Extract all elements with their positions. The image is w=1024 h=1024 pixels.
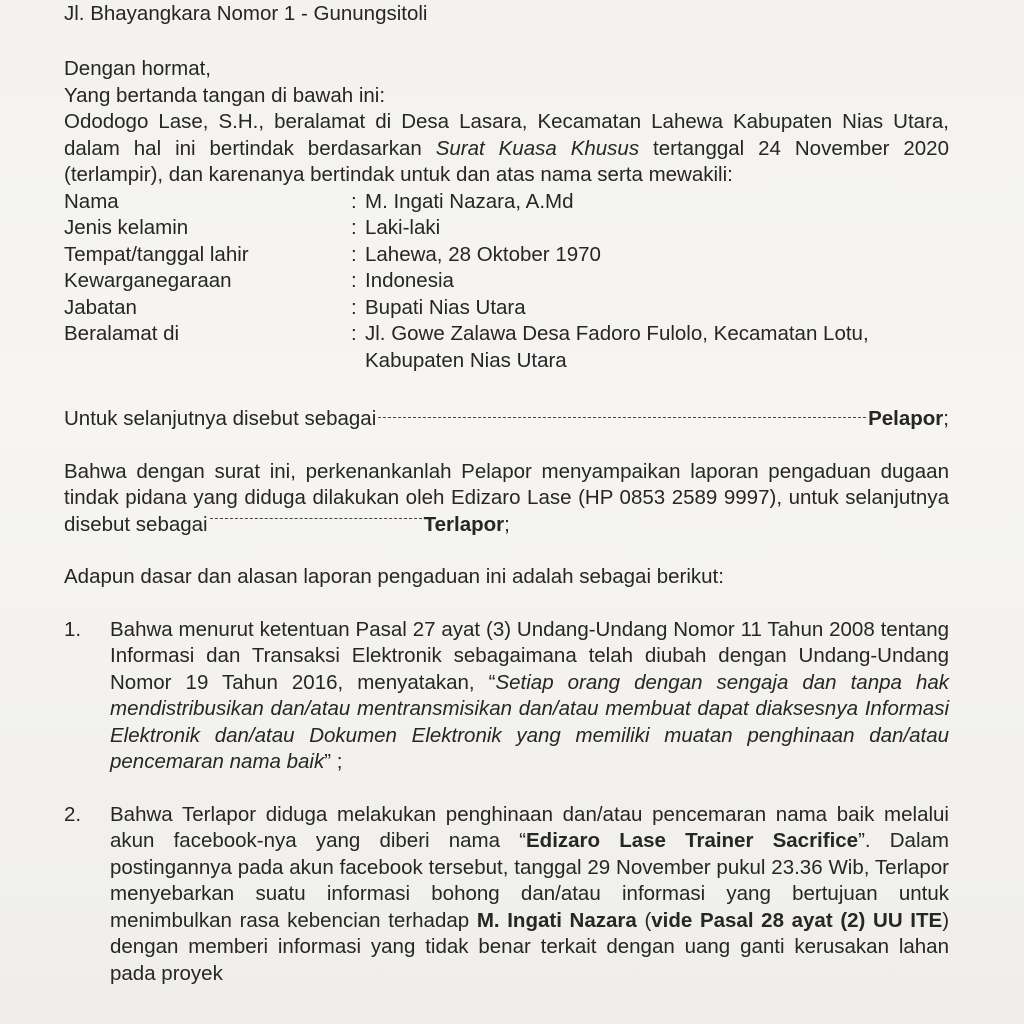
item-text-part: ( [636, 908, 652, 932]
facebook-account-name: Edizaro Lase Trainer Sacrifice [526, 829, 859, 852]
identity-label: Beralamat di [64, 322, 180, 345]
colon: : [351, 216, 357, 239]
item-text [110, 802, 949, 988]
item-text [110, 617, 949, 776]
terlapor-paragraph [64, 459, 949, 539]
item-text-part: Bahwa menurut ketentuan Pasal 27 ayat (3) Undang-Undang Nomor 11 Tahun 2008 tentang Informasi dan Transaksi Elektronik sebagaimana telah diubah dengan Undang-Undang Nomor 19 Tahun 2016, menyatakan, “ [110, 617, 949, 694]
legal-reference: vide Pasal 28 ayat (2) UU ITE [651, 908, 943, 932]
colon: : [351, 269, 357, 292]
colon: : [351, 189, 357, 213]
colon: : [351, 322, 357, 345]
basis-list [64, 617, 949, 988]
identity-label: Tempat/tanggal lahir [64, 242, 249, 266]
identity-value: Bupati Nias Utara [365, 295, 526, 319]
item-text-part: ”. Dalam postingannya pada akun facebook tersebut, tanggal 29 November pukul 23.36 Wib, Terlapor menyebarkan suatu informasi bohong dan/atau informasi yang bertujuan untuk menimbulkan rasa kebencian terhadap [110, 829, 949, 932]
item-text-part: ) dengan memberi informasi yang tidak benar terkait dengan uang ganti kerusakan lahan pada proyek [110, 908, 950, 985]
identity-value: Laki-laki [365, 216, 441, 239]
power-of-attorney-term: Surat Kuasa Khusus [435, 136, 640, 160]
colon: : [351, 242, 357, 266]
identity-table [64, 189, 949, 375]
colon: : [351, 295, 357, 319]
representative-paragraph [64, 109, 949, 189]
identity-label: Jenis kelamin [64, 216, 189, 239]
item-number: 1. [64, 617, 82, 641]
item-text-part: Bahwa Terlapor diduga melakukan penghinaan dan/atau pencemaran nama baik melalui akun facebook-nya yang diberi nama “ [110, 802, 949, 852]
representative-text: Ododogo Lase, S.H., beralamat di Desa Lasara, Kecamatan Lahewa Kabupaten Nias Utara, dalam hal ini bertindak berdasarkan [64, 110, 949, 160]
semicolon: ; [504, 512, 510, 536]
intro-line: Yang bertanda tangan di bawah ini: [64, 83, 386, 107]
law-quote: Setiap orang dengan sengaja dan tanpa hak mendistribusikan dan/atau mentransmisikan dan/atau membuat dapat diaksesnya Informasi Elektronik dan/atau Dokumen Elektronik yang memiliki muatan penghinaan dan/atau pencemaran nama baik [110, 670, 949, 773]
identity-label: Kewarganegaraan [64, 269, 232, 292]
identity-value: M. Ingati Nazara, A.Md [365, 189, 574, 213]
list-item [64, 617, 949, 776]
terlapor-term: Terlapor [423, 512, 505, 536]
greeting: Dengan hormat, [64, 57, 212, 80]
identity-row [64, 242, 949, 269]
identity-label: Nama [64, 189, 119, 213]
identity-row [64, 189, 949, 216]
item-number: 2. [64, 802, 82, 826]
representative-text-cont: tertanggal 24 November 2020 (terlampir), dan karenanya bertindak untuk dan atas nama serta mewakili: [64, 136, 949, 186]
dotted-leader [210, 518, 422, 519]
identity-label: Jabatan [64, 295, 137, 319]
identity-row [64, 295, 949, 322]
identity-value: Lahewa, 28 Oktober 1970 [365, 242, 601, 266]
identity-row [64, 321, 949, 374]
address-line: Jl. Bhayangkara Nomor 1 - Gunungsitoli [64, 2, 428, 25]
dotted-leader [378, 417, 866, 418]
identity-value: Indonesia [365, 269, 454, 292]
identity-row [64, 268, 949, 295]
identity-row [64, 215, 949, 242]
basis-intro: Adapun dasar dan alasan laporan pengaduan ini adalah sebagai berikut: [64, 565, 724, 588]
terlapor-text: Bahwa dengan surat ini, perkenankanlah Pelapor menyampaikan laporan pengaduan dugaan tindak pidana yang diduga dilakukan oleh Edizaro Lase (HP 0853 2589 9997), untuk selanjutnya disebut sebagai [64, 459, 949, 536]
item-text-end: ” ; [324, 750, 343, 773]
letter-body [64, 0, 949, 987]
semicolon: ; [943, 407, 949, 430]
pelapor-line-text: Untuk selanjutnya disebut sebagai [64, 407, 377, 430]
pelapor-line [64, 406, 949, 433]
identity-value: Jl. Gowe Zalawa Desa Fadoro Fulolo, Kecamatan Lotu, Kabupaten Nias Utara [365, 322, 869, 372]
person-name: M. Ingati Nazara [476, 908, 637, 932]
pelapor-term: Pelapor [868, 407, 944, 430]
list-item [64, 802, 949, 988]
